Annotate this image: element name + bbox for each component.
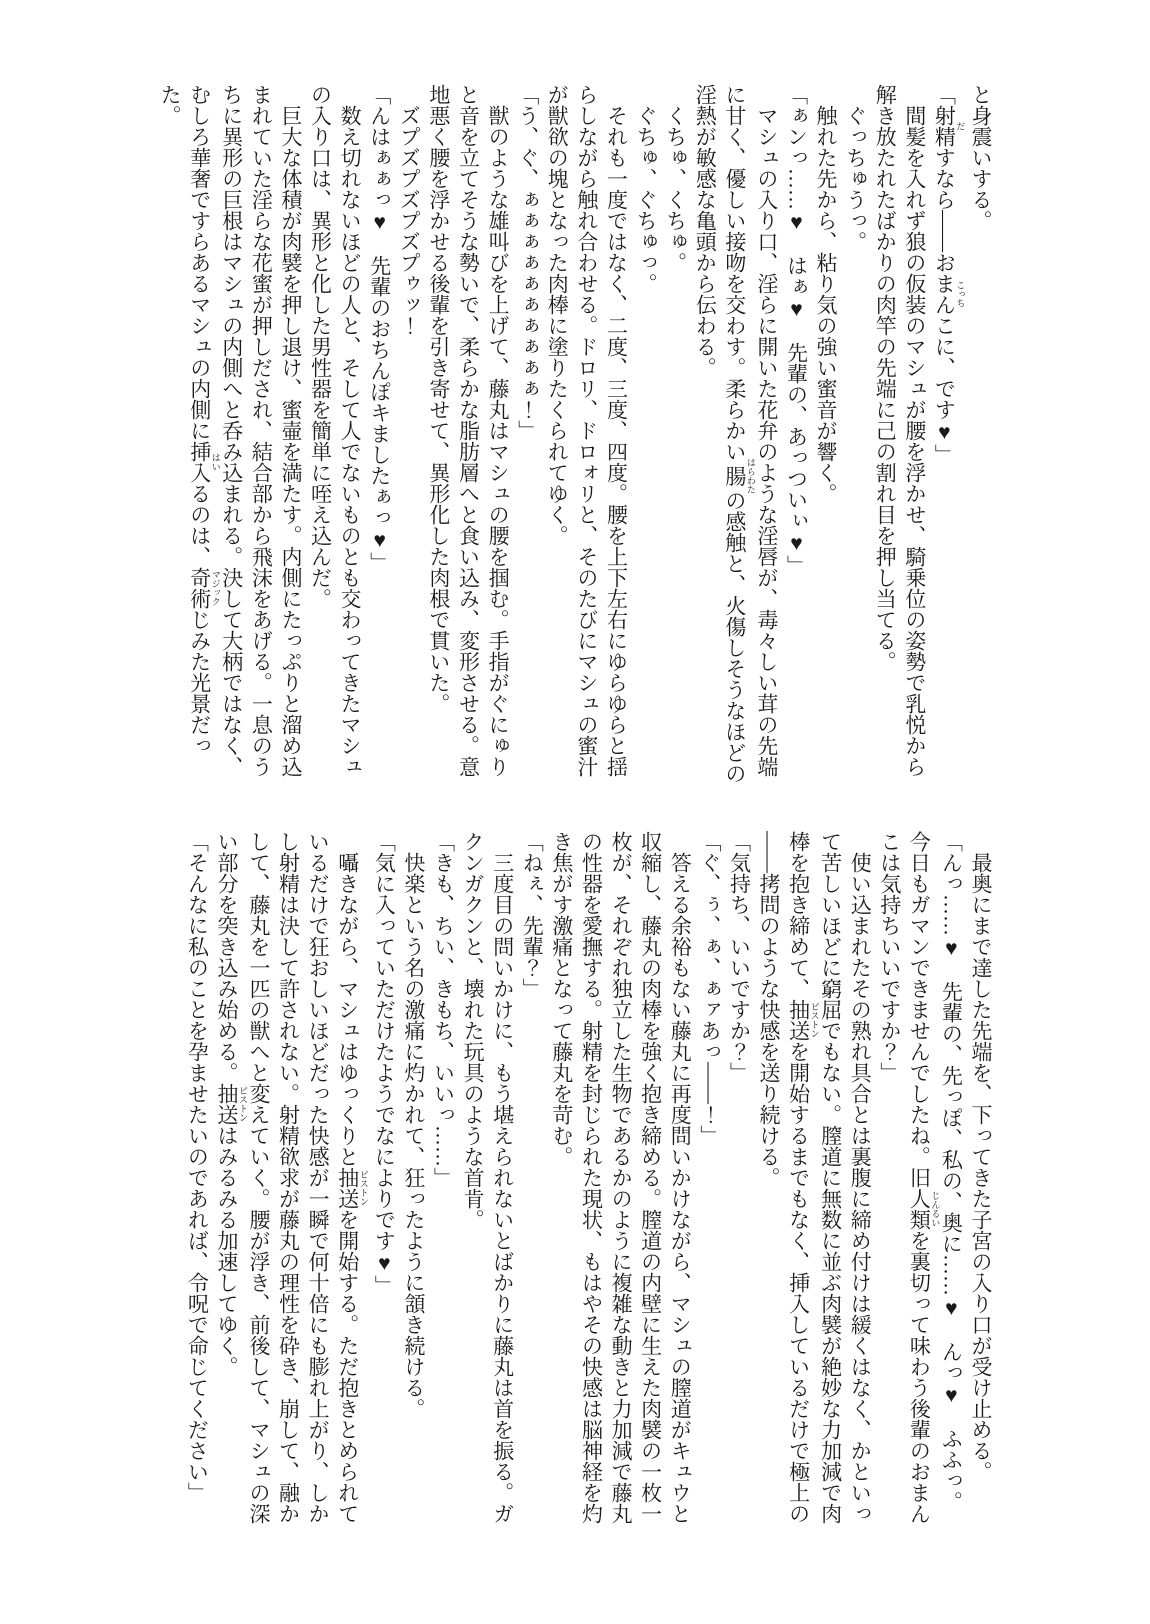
paragraph: 囁きながら、マシュはゆっくりと抽送 ピストンを開始する。ただ抱きとめられているだけで狂おしいほどだった快感が一瞬で何十倍にも膨れ上がり、しかし射精は決して許されない。射精欲求が藤丸の理性を砕き、崩して、融かして、藤丸を一匹の獣へと変えていく。腰が浮き、前後して、マシュの深い部分を突き込み始める。抽送 ピストンはみるみる加速してゆく。 <box>214 831 369 1524</box>
ruby-annotated-word: 抽送 ピストン <box>335 1167 369 1209</box>
paragraph: 最奥にまで達した先端を、下ってきた子宮の入り口が受け止める。 <box>969 852 993 1482</box>
paragraph: ズプズプズプズプゥッ！ <box>397 105 422 336</box>
paragraph: 触れた先から、粘り気の強い蜜音が響く。 <box>814 105 839 504</box>
paragraph: 「う、ぐ、ぁぁぁぁぁぁぁぁぁぁ！」 <box>515 84 540 441</box>
ruby-annotated-word: おまんこ こっち <box>932 252 966 336</box>
ruby-annotated-word: 奇術 マジック <box>187 567 221 609</box>
paragraph: 「きも、ちい、きもち、いいっ……」 <box>431 831 456 1188</box>
paragraph: 獣のような雄叫びを上げて、藤丸はマシュの腰を掴む。手指がぐにゅりと音を立てそうな勢いで、柔らかな脂肪層へと食い込み、変形させる。意地悪く腰を浮かせる後輩を引き寄せて、異形化した肉根で貫いた。 <box>426 84 511 777</box>
ruby-annotated-word: 腸 はらわた <box>722 458 756 494</box>
paragraph: 巨大な体積が肉襞を押し退け、蜜壷を満たす。内側にたっぷりと溜め込まれていた淫らな花蜜が押しだされ、結合部から飛沫をあげる。一息のうちに異形の巨根はマシュの内側へと呑み込まれる。決して大柄ではなく、むしろ華奢ですらあるマシュの内側に挿入 はいるのは、奇術 マジックじみた光景だった。 <box>158 84 303 777</box>
paragraph: 数え切れないほどの人と、そして人でないものとも交わってきたマシュの入り口は、異形と化した男性器を簡単に咥え込んだ。 <box>308 84 363 777</box>
paragraph: 「んっ……♥ 先輩の、先っぽ、私の、奥に……♥ んっ♥ ふふっ。今日もガマンできませんでしたね。旧人類 じんるいを裏切って味わう後輩のおまんこは気持ちいいですか？」 <box>877 831 964 1524</box>
paragraph: くちゅ、くちゅ。 <box>663 105 688 273</box>
paragraph: 「そんなに私のことを孕ませたいのであれば、令呪で命じてください」 <box>185 831 210 1503</box>
ruby-annotated-word: 抽送 ピストン <box>786 999 820 1041</box>
paragraph: マシュの入り口、淫らに開いた花弁のような淫唇が、毒々しい茸の先端に甘く、優しい接吻を交わす。柔らかい腸 はらわたの感触と、火傷しそうなほどの淫熱が敏感な亀頭から伝わる。 <box>693 84 779 784</box>
ruby-annotated-word: 射精 だ <box>932 105 966 147</box>
paragraph: 「射精 だすなら――おまんこ こっちに、です♥」 <box>932 84 966 465</box>
paragraph: と身震いする。 <box>969 84 993 231</box>
paragraph: 「ぁンっ……♥ はぁ♥ 先輩の、あっついぃ♥」 <box>784 84 809 576</box>
ruby-annotated-word: 人類 じんるい <box>907 1188 941 1230</box>
paragraph: 快楽という名の激痛に灼かれて、狂ったように頷き続ける。 <box>401 852 426 1419</box>
paragraph: 三度目の問いかけに、もう堪えられないとばかりに藤丸は首を振る。ガクンガクンと、壊れた玩具のような首肯。 <box>461 831 515 1524</box>
paragraph: 「ぐ、ぅ、ぁ、ぁァあっ――！」 <box>697 831 722 1146</box>
paragraph: 「ねぇ、先輩？」 <box>520 831 545 999</box>
paragraph: 答える余裕もない藤丸に再度問いかけながら、マシュの膣道がキュウと収縮し、藤丸の肉棒を強く抱き締める。膣道の内壁に生えた肉襞の一枚一枚が、それぞれ独立した生物であるかのように複雑な動きと力加減で藤丸の性器を愛撫する。射精を封じられた現状、もはやその快感は脳神経を灼き焦がす激痛となって藤丸を苛む。 <box>549 831 693 1524</box>
paragraph: 「んはぁぁっ♥ 先輩のおちんぽキましたぁっ♥」 <box>367 84 392 573</box>
ruby-annotated-word: 抽送 ピストン <box>214 1083 248 1125</box>
paragraph: 使い込まれたその熟れ具合とは裏腹に締め付けは緩くはなく、かといって苦しいほどに窮屈でもない。膣道に無数に並ぶ肉襞が絶妙な力加減で肉棒を抱き締めて、抽送 ピストンを開始するまでもなく、挿入しているだけで極上の――拷問のような快感を送り続ける。 <box>757 831 873 1524</box>
novel-text-block-bottom <box>185 831 995 1532</box>
paragraph: 「気持ち、いいですか？」 <box>727 831 752 1083</box>
paragraph: ぐっちゅうっ。 <box>843 105 868 252</box>
paragraph: 間髪を入れず狼の仮装のマシュが腰を浮かせ、騎乗位の姿勢で乳悦から解き放たれたばかりの肉竿の先端に己の割れ目を押し当てる。 <box>873 84 927 777</box>
ruby-annotated-word: 挿入 はい <box>187 441 221 483</box>
paragraph: ぐちゅ、ぐちゅっ。 <box>634 105 659 294</box>
paragraph: 「気に入っていただけたようでなによりです♥」 <box>372 831 397 1296</box>
novel-text-block-top <box>158 84 995 784</box>
paragraph: それも一度ではなく、二度、三度、四度。腰を上下左右にゆらゆらと揺らしながら触れ合わせる。ドロリ、ドロォリと、そのたびにマシュの蜜汁が獣欲の塊となった肉棒に塗りたくられてゆく。 <box>545 84 629 777</box>
